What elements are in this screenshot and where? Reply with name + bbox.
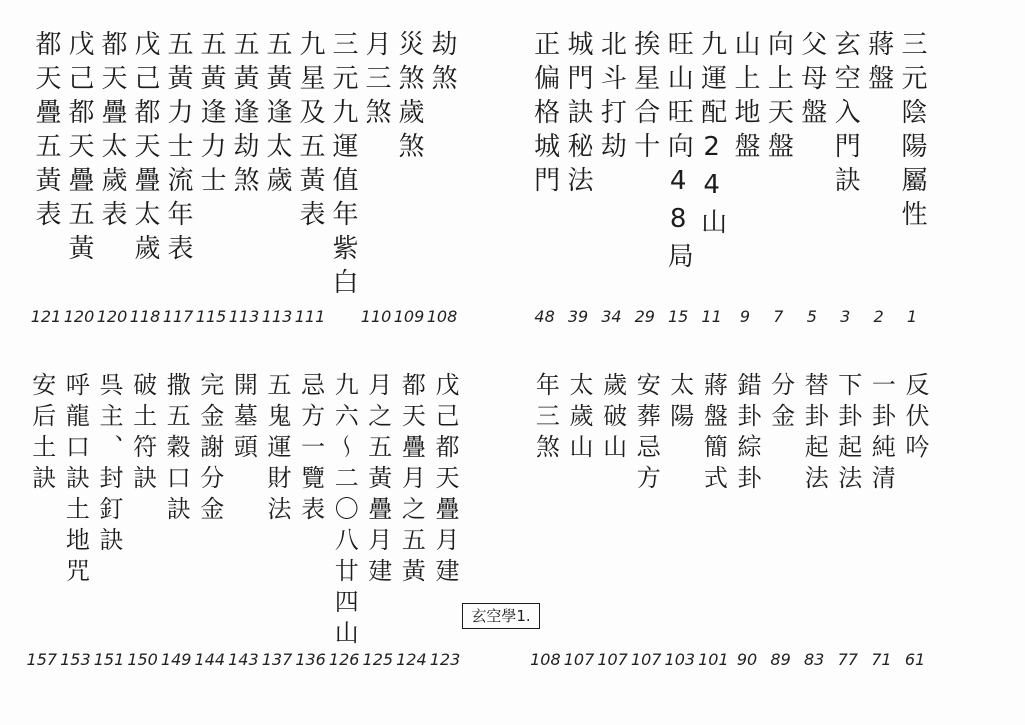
toc-entry-page-number: 157	[26, 650, 58, 669]
toc-entry-title: 分金	[766, 372, 795, 434]
toc-entry-page-number: 124	[396, 650, 427, 669]
toc-entry-page-number: 126	[328, 650, 360, 669]
toc-entry-page-number: 29	[634, 307, 655, 326]
toc-entry-title: 戊己都天疊太歲	[130, 30, 160, 268]
toc-entry-title: 都天疊月之五黃	[397, 372, 426, 589]
toc-entry-title: 三元九運值年紫白	[328, 30, 358, 302]
toc-entry-title: 戊己都天疊月建	[431, 372, 459, 589]
toc-entry-title: 年三煞	[531, 372, 560, 465]
toc-entry-title: 五黃逢力士	[196, 30, 226, 200]
toc-entry-page-number: 107	[563, 650, 595, 669]
toc-entry-page-number: 11	[701, 307, 722, 326]
toc-entry-title: 向上天盤	[763, 30, 794, 166]
toc-entry-title: 安后土訣	[27, 372, 56, 496]
toc-entry-title: 安葬忌方	[632, 372, 661, 496]
toc-entry-page-number: 113	[261, 307, 293, 326]
toc-entry-page-number: 151	[93, 650, 125, 669]
toc-entry-title: 呉主、封釘訣	[95, 372, 123, 558]
toc-entry-title: 旺山旺向48局	[663, 30, 694, 276]
toc-entry-title: 完金謝分金	[195, 372, 224, 527]
toc-entry-title: 蔣盤	[863, 30, 894, 98]
toc-entry-title: 撒五穀口訣	[162, 372, 191, 527]
toc-entry-title: 五鬼運財法	[263, 372, 291, 527]
toc-entry-title: 正偏格城門	[529, 30, 560, 200]
toc-entry-page-number: 136	[295, 650, 326, 669]
toc-entry-title: 月三煞	[361, 30, 391, 132]
toc-entry-page-number: 108	[426, 307, 458, 326]
toc-entry-page-number: 5	[806, 307, 817, 326]
toc-entry-title: 蔣盤簡式	[699, 372, 728, 496]
toc-entry-title: 反伏吟	[901, 372, 929, 465]
toc-entry-page-number: 111	[294, 307, 326, 326]
toc-entry-page-number: 103	[664, 650, 696, 669]
toc-entry-title: 父母盤	[796, 30, 827, 132]
toc-entry-page-number: 34	[601, 307, 622, 326]
toc-entry-page-number: 113	[228, 307, 260, 326]
toc-entry-title: 劫煞	[427, 30, 457, 98]
toc-entry-page-number: 107	[597, 650, 628, 669]
toc-entry-page-number: 7	[773, 307, 784, 326]
toc-entry-title: 月之五黃疊月建	[363, 372, 392, 589]
toc-entry-page-number: 71	[871, 650, 892, 669]
toc-entry-page-number: 83	[804, 650, 825, 669]
toc-entry-title: 太陽	[665, 372, 694, 434]
toc-entry-title: 北斗打劫	[596, 30, 627, 166]
toc-entry-title: 災煞歲煞	[394, 30, 424, 166]
toc-entry-page-number: 144	[194, 650, 226, 669]
toc-entry-page-number: 2	[873, 307, 884, 326]
toc-entry-page-number: 117	[162, 307, 194, 326]
toc-entry-page-number: 48	[534, 307, 555, 326]
toc-entry-title: 山上地盤	[730, 30, 760, 166]
toc-entry-page-number: 118	[129, 307, 161, 326]
toc-entry-title: 九六～二〇八廿四山	[330, 372, 359, 651]
toc-entry-page-number: 90	[736, 650, 758, 669]
toc-entry-page-number: 120	[63, 307, 95, 326]
toc-entry-page-number: 9	[739, 307, 751, 326]
book-stamp: 玄空學1.	[462, 603, 540, 629]
toc-entry-page-number: 143	[228, 650, 259, 669]
toc-entry-title: 替卦起法	[800, 372, 829, 496]
toc-entry-title: 開墓頭	[229, 372, 258, 465]
toc-entry-page-number: 101	[698, 650, 729, 669]
toc-entry-title: 都天疊五黃表	[31, 30, 61, 234]
toc-entry-page-number: 137	[261, 650, 293, 669]
toc-entry-page-number: 110	[360, 307, 392, 326]
toc-entry-title: 五黃力士流年表	[163, 30, 193, 268]
toc-entry-title: 太歲山	[565, 372, 593, 465]
toc-entry-title: 五黃逢太歲	[262, 30, 292, 200]
toc-entry-title: 五黃逢劫煞	[229, 30, 259, 200]
toc-entry-title: 城門訣秘法	[563, 30, 593, 200]
toc-entry-title: 破土符訣	[128, 372, 157, 496]
toc-entry-page-number: 61	[904, 650, 926, 669]
toc-entry-page-number: 89	[770, 650, 791, 669]
toc-entry-page-number: 77	[837, 650, 858, 669]
toc-entry-title: 九星及五黃表	[295, 30, 325, 234]
toc-entry-page-number: 108	[530, 650, 561, 669]
toc-entry-page-number: 115	[195, 307, 227, 326]
toc-entry-title: 戊己都天疊五黃	[64, 30, 94, 268]
toc-entry-page-number: 150	[127, 650, 158, 669]
toc-entry-page-number: 120	[96, 307, 128, 326]
toc-entry-page-number: 109	[393, 307, 425, 326]
toc-entry-title: 玄空入門訣	[830, 30, 861, 200]
toc-entry-title: 錯卦綜卦	[733, 372, 761, 496]
toc-entry-title: 九運配24山	[696, 30, 727, 242]
toc-entry-title: 歲破山	[598, 372, 627, 465]
toc-entry-page-number: 3	[840, 307, 851, 326]
toc-entry-page-number: 149	[160, 650, 192, 669]
toc-entry-title: 三元陰陽屬性	[897, 30, 927, 234]
toc-entry-page-number: 153	[60, 650, 91, 669]
toc-entry-page-number: 121	[30, 307, 62, 326]
toc-entry-title: 呼龍口訣土地咒	[61, 372, 90, 589]
toc-entry-title: 都天疊太歲表	[97, 30, 127, 234]
toc-entry-title: 忌方一覽表	[296, 372, 325, 527]
toc-entry-page-number: 39	[567, 307, 589, 326]
toc-entry-page-number: 107	[630, 650, 662, 669]
toc-entry-page-number: 123	[429, 650, 461, 669]
toc-entry-page-number: 15	[668, 307, 689, 326]
toc-entry-title: 一卦純清	[867, 372, 896, 496]
toc-entry-title: 挨星合十	[629, 30, 660, 166]
toc-entry-title: 下卦起法	[833, 372, 862, 496]
toc-entry-page-number: 125	[362, 650, 394, 669]
toc-entry-page-number: 1	[906, 307, 918, 326]
